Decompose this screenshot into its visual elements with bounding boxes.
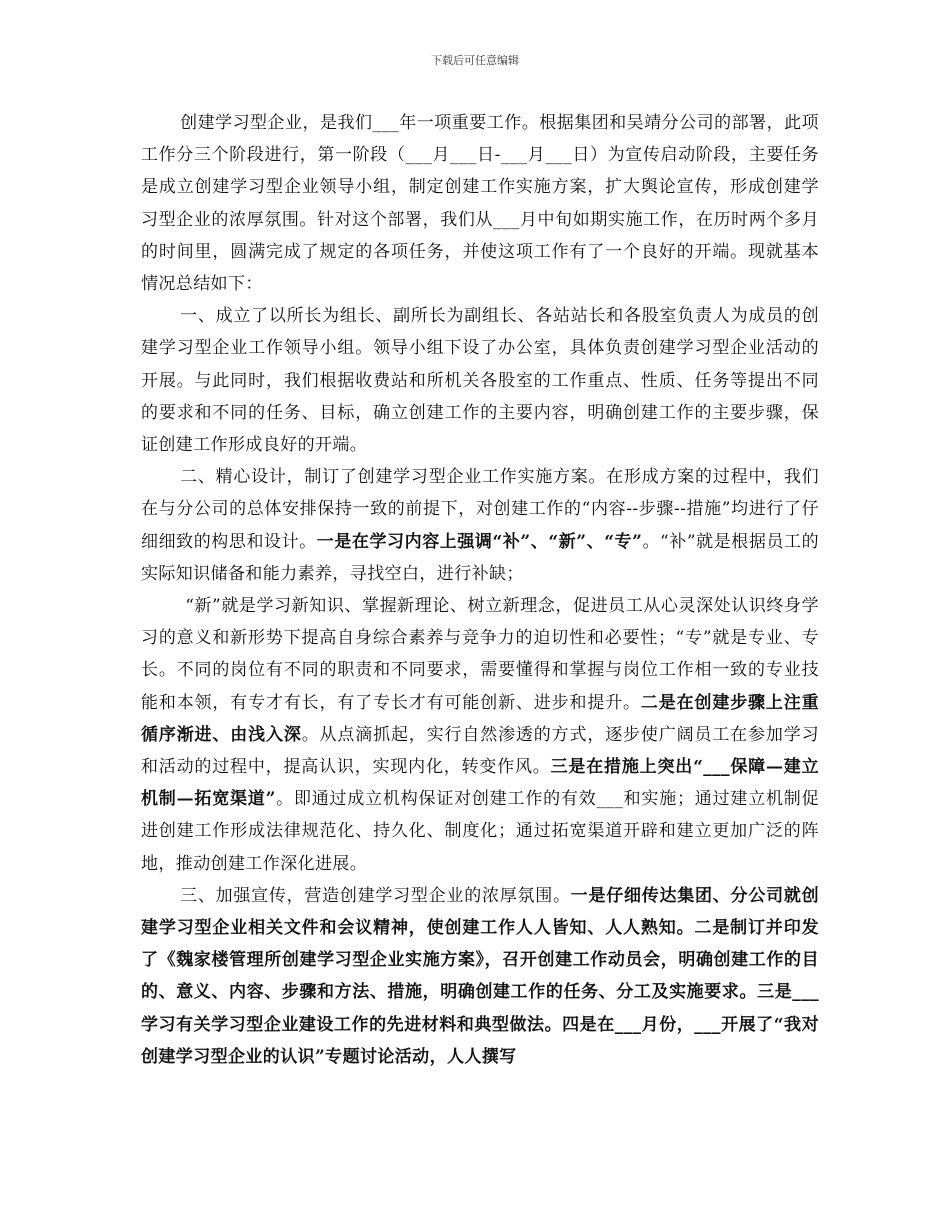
- section-2-bold-a: 一是在学习内容上强调“补”、“新”、“专”: [316, 531, 643, 552]
- page-header: 下载后可任意编辑: [431, 54, 519, 67]
- section-2c-bold-b: 三是在措施上突出“___保障—建立机制—拓宽渠道”: [141, 757, 820, 810]
- section-2c-text-a: “新”就是学习新知识、掌握新理论、树立新理念，促进员工从心灵深处认识终身学习的意义和新形势下提高自身综合素养与竞争力的迫切性和必要性；“专”就是专业、专长。不同的岗位有不同的职责和不同要求，需要懂得和掌握与岗位工作相一致的专业技能和本领，有专才有长，有了专长才有可能创新、进步和提升。: [141, 596, 819, 713]
- paragraph-intro: [141, 107, 819, 300]
- section-2c-text-c: 。即通过成立机构保证对创建工作的有效___和实施；通过建立机制促进创建工作形成法律规范化、持久化、制度化；通过拓宽渠道开辟和建立更加广泛的阵地，推动创建工作深化进展。: [141, 789, 819, 874]
- section-3-text-a: 三、加强宣传，营造创建学习型企业的浓厚氛围。: [180, 885, 571, 906]
- document-body: [141, 107, 819, 1073]
- paragraph-section-2: [141, 461, 819, 590]
- section-2c-text-b: 。从点滴抓起，实行自然渗透的方式，逐步使广阔员工在参加学习和活动的过程中，提高认识，实现内化，转变作风。: [141, 724, 819, 778]
- section-2-text-a: 二、精心设计，制订了创建学习型企业工作实施方案。在形成方案的过程中，我们在与分公司的总体安排保持一致的前提下，对创建工作的“内容--步骤--措施”均进行了仔细细致的构思和设计。: [141, 467, 819, 552]
- section-2c-bold-a: 二是在创建步骤上注重循序渐进、由浅入深: [141, 692, 820, 745]
- paragraph-section-1-text: 一、成立了以所长为组长、副所长为副组长、各站站长和各股室负责人为成员的创建学习型企业工作领导小组。领导小组下设了办公室，具体负责创建学习型企业活动的开展。与此同时，我们根据收费站和所机关各股室的工作重点、性质、任务等提出不同的要求和不同的任务、目标，确立创建工作的主要内容，明确创建工作的主要步骤，保证创建工作形成良好的开端。: [141, 306, 819, 456]
- paragraph-section-3: [141, 880, 819, 1073]
- section-3-bold-a: 一是仔细传达集团、分公司就创建学习型企业相关文件和会议精神，使创建工作人人皆知、人人熟知。二是制订并印发了《魏家楼管理所创建学习型企业实施方案》，召开创建工作动员会，明确创建工作的目的、意义、内容、步骤和方法、措施，明确创建工作的任务、分工及实施要求。三是___学习有关学习型企业建设工作的先进材料和典型做法。四是在___月份，___开展了“我对创建学习型企业的认识”专题讨论活动，人人撰写: [141, 885, 819, 1067]
- paragraph-section-1: [141, 300, 819, 461]
- paragraph-section-2-continued: [141, 590, 819, 880]
- section-2-text-b: 。“补”就是根据员工的实际知识储备和能力素养，寻找空白，进行补缺；: [141, 531, 819, 584]
- paragraph-intro-text: 创建学习型企业，是我们___年一项重要工作。根据集团和吴靖分公司的部署，此项工作分三个阶段进行，第一阶段（___月___日-___月___日）为宣传启动阶段，主要任务是成立创建学习型企业领导小组，制定创建工作实施方案，扩大舆论宣传，形成创建学习型企业的浓厚氛围。针对这个部署，我们从___月中旬如期实施工作，在历时两个多月的时间里，圆满完成了规定的各项任务，并使这项工作有了一个良好的开端。现就基本情况总结如下：: [141, 113, 819, 295]
